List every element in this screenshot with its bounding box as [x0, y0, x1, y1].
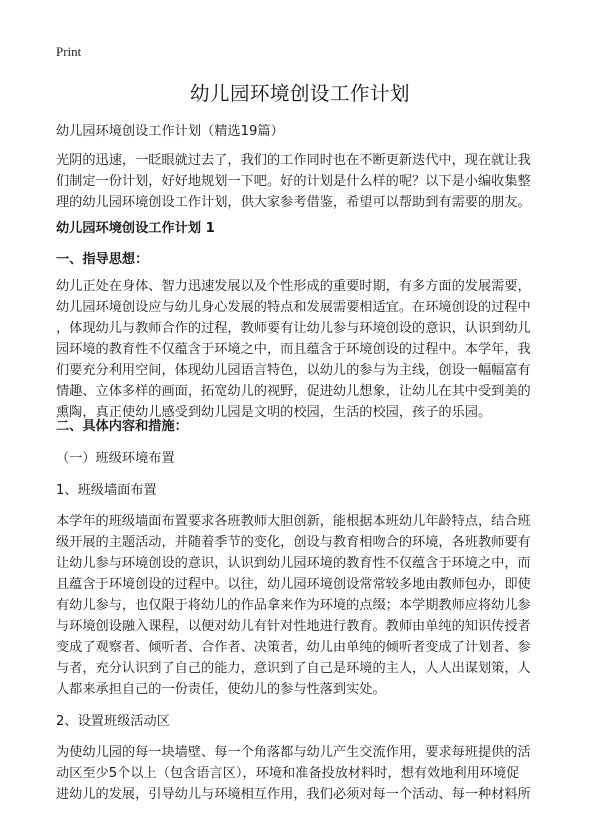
wall-line: 有幼儿参与，也仅限于将幼儿的作品拿来作为环境的点缀；本学期教师应将幼儿参 — [56, 598, 531, 613]
wall-line: 级开展的主题活动，并随着季节的变化，创设与教育相吻合的环境，各班教师要有 — [56, 535, 531, 550]
section-heading: 幼儿园环境创设工作计划 1 — [56, 221, 215, 236]
guiding-line: ，体现幼儿与教师合作的过程，教师要有让幼儿参与环境创设的意识，认识到幼儿 — [56, 321, 531, 336]
wall-line: 与者，充分认识到了自己的能力，意识到了自己是环境的主人，人人出谋划策，人 — [56, 661, 531, 676]
wall-paragraph — [56, 511, 548, 700]
wall-heading: 1、班级墙面布置 — [56, 483, 157, 498]
guiding-line: 幼儿园环境创设应与幼儿身心发展的特点和发展需要相适宜。在环境创设的过程中 — [56, 300, 531, 315]
wall-line: 本学年的班级墙面布置要求各班教师大胆创新，能根据本班幼儿年龄特点，结合班 — [56, 514, 531, 529]
document-subtitle: 幼儿园环境创设工作计划（精选19篇） — [56, 124, 284, 139]
guiding-line: 们要充分利用空间，体现幼儿园语言特色，以幼儿的参与为主线，创设一幅幅富有 — [56, 363, 531, 378]
wall-line: 让幼儿参与环境创设的意识，认识到幼儿园环境的教育性不仅蕴含于环境之中，而 — [56, 556, 531, 571]
activity-paragraph — [56, 742, 548, 805]
content-heading: 二、具体内容和措施： — [56, 419, 188, 434]
guiding-line: 幼儿正处在身体、智力迅速发展以及个性形成的重要时期，有多方面的发展需要， — [56, 279, 531, 294]
intro-line: 光阴的迅速，一眨眼就过去了，我们的工作同时也在不断更新迭代中，现在就让我 — [56, 153, 531, 168]
intro-line: 理的幼儿园环境创设工作计划，供大家参考借鉴，希望可以帮助到有需要的朋友。 — [56, 195, 531, 210]
guiding-line: 园环境的教育性不仅蕴含于环境之中，而且蕴含于环境创设的过程中。本学年，我 — [56, 342, 531, 357]
guiding-paragraph — [56, 276, 548, 423]
wall-line: 变成了观察者、倾听者、合作者、决策者，幼儿由单纯的倾听者变成了计划者、参 — [56, 640, 531, 655]
print-link[interactable]: Print — [56, 44, 82, 59]
activity-line: 进幼儿的发展，引导幼儿与环境相互作用，我们必须对每一个活动、每一种材料所 — [56, 787, 531, 802]
activity-line: 为使幼儿园的每一块墙壁、每一个角落都与幼儿产生交流作用，要求每班提供的活 — [56, 745, 531, 760]
activity-heading: 2、设置班级活动区 — [56, 714, 170, 729]
wall-line: 且蕴含于环境创设的过程中。以往，幼儿园环境创设常常较多地由教师包办，即使 — [56, 577, 531, 592]
wall-line: 与环境创设融入课程，以便对幼儿有针对性地进行教育。教师由单纯的知识传授者 — [56, 619, 531, 634]
guiding-line: 熏陶，真正使幼儿感受到幼儿园是文明的校园，生活的校园，孩子的乐园。 — [56, 405, 492, 420]
class-env-heading: （一）班级环境布置 — [56, 451, 175, 466]
guiding-line: 情趣、立体多样的画面，拓宽幼儿的视野，促进幼儿想象，让幼儿在其中受到美的 — [56, 384, 531, 399]
intro-paragraph — [56, 150, 548, 213]
intro-line: 们制定一份计划，好好地规划一下吧。好的计划是什么样的呢？以下是小编收集整 — [56, 174, 531, 189]
guiding-heading: 一、指导思想： — [56, 252, 149, 267]
activity-line: 动区至少5个以上（包含语言区），环境和准备投放材料时，想有效地利用环境促 — [56, 766, 520, 781]
document-title: 幼儿园环境创设工作计划 — [189, 82, 410, 105]
wall-line: 人都来承担自己的一份责任，使幼儿的参与性落到实处。 — [56, 682, 386, 697]
